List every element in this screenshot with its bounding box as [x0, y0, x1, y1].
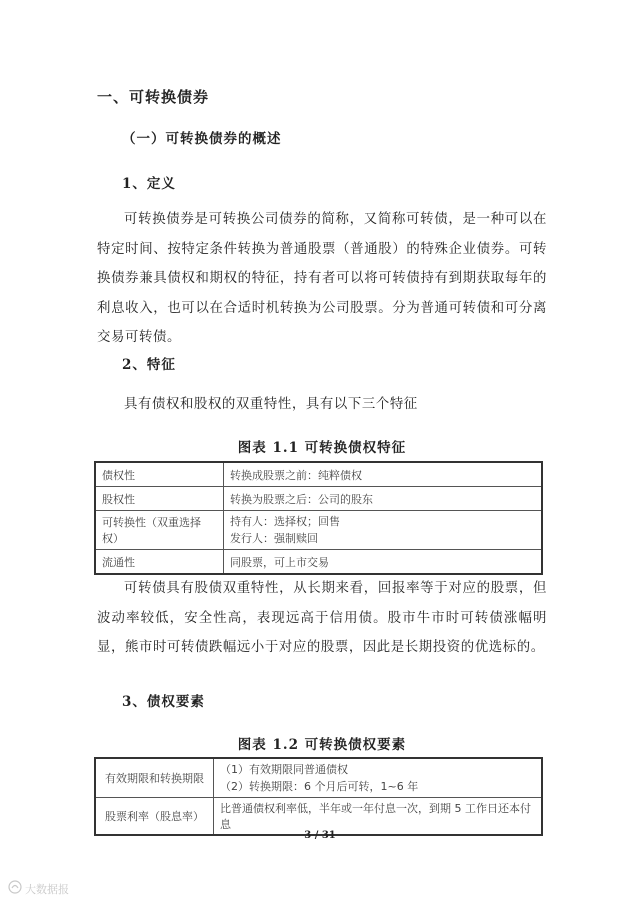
- characteristics-paragraph: 可转债具有股债双重特性，从长期来看，回报率等于对应的股票，但波动率较低，安全性高，表现远高于信用债。股市牛市时可转债涨幅明显，熊市时可转债跌幅远小于对应的股票，因此是长期投资的优选标的。: [97, 581, 547, 655]
- table-cell-label: 可转换性（双重选择权）: [95, 511, 224, 550]
- table-cell-value: [214, 758, 543, 798]
- elements-table: [94, 757, 543, 836]
- table-cell-label: 债权性: [95, 462, 224, 487]
- table-row: [95, 550, 542, 575]
- table-cell-line: 发行人：强制赎回: [230, 532, 318, 545]
- table-cell-value: 比普通债权利率低，半年或一年付息一次，到期 5 工作日还本付息: [214, 798, 543, 836]
- watermark-logo-icon: [8, 880, 22, 897]
- table-cell-label: 有效期限和转换期限: [95, 758, 214, 798]
- table-2-caption: 图表 1.2 可转换债权要素: [237, 737, 407, 753]
- table-row: [95, 462, 542, 487]
- section-1-title: 1、定义: [122, 176, 176, 192]
- table-row: [95, 511, 542, 550]
- features-table: [94, 461, 543, 575]
- watermark-text: 大数据报: [25, 882, 69, 896]
- table-cell-label: 股票利率（股息率）: [95, 798, 214, 836]
- section-2-title: 2、特征: [122, 357, 176, 373]
- table-cell-line: 持有人：选择权；回售: [230, 515, 340, 528]
- section-3-title: 3、债权要素: [122, 694, 205, 710]
- definition-paragraph: 可转换债券是可转换公司债券的简称，又简称可转债，是一种可以在特定时间、按特定条件转换为普通股票（普通股）的特殊企业债券。可转换债券兼具债权和期权的特征，持有者可以将可转债持有到期获取每年的利息收入，也可以在合适时机转换为公司股票。分为普通可转债和可分离交易可转债。: [97, 212, 547, 345]
- table-cell-value: [224, 511, 543, 550]
- table-cell-value: 转换成股票之前：纯粹债权: [224, 462, 543, 487]
- heading-2: （一）可转换债券的概述: [122, 131, 282, 147]
- table-1-caption: 图表 1.1 可转换债权特征: [237, 440, 407, 456]
- page-number: 3 / 31: [304, 830, 336, 841]
- table-row: [95, 758, 542, 798]
- table-cell-label: 流通性: [95, 550, 224, 575]
- watermark: [8, 880, 69, 897]
- table-cell-value: 同股票，可上市交易: [224, 550, 543, 575]
- heading-1: 一、可转换债券: [97, 88, 210, 106]
- table-row: [95, 487, 542, 511]
- table-cell-line: （1）有效期限同普通债权: [220, 763, 348, 776]
- table-cell-line: （2）转换期限：6 个月后可转，1~6 年: [220, 780, 419, 793]
- table-cell-label: 股权性: [95, 487, 224, 511]
- table-cell-value: 转换为股票之后：公司的股东: [224, 487, 543, 511]
- features-intro: 具有债权和股权的双重特性，具有以下三个特征: [124, 397, 418, 412]
